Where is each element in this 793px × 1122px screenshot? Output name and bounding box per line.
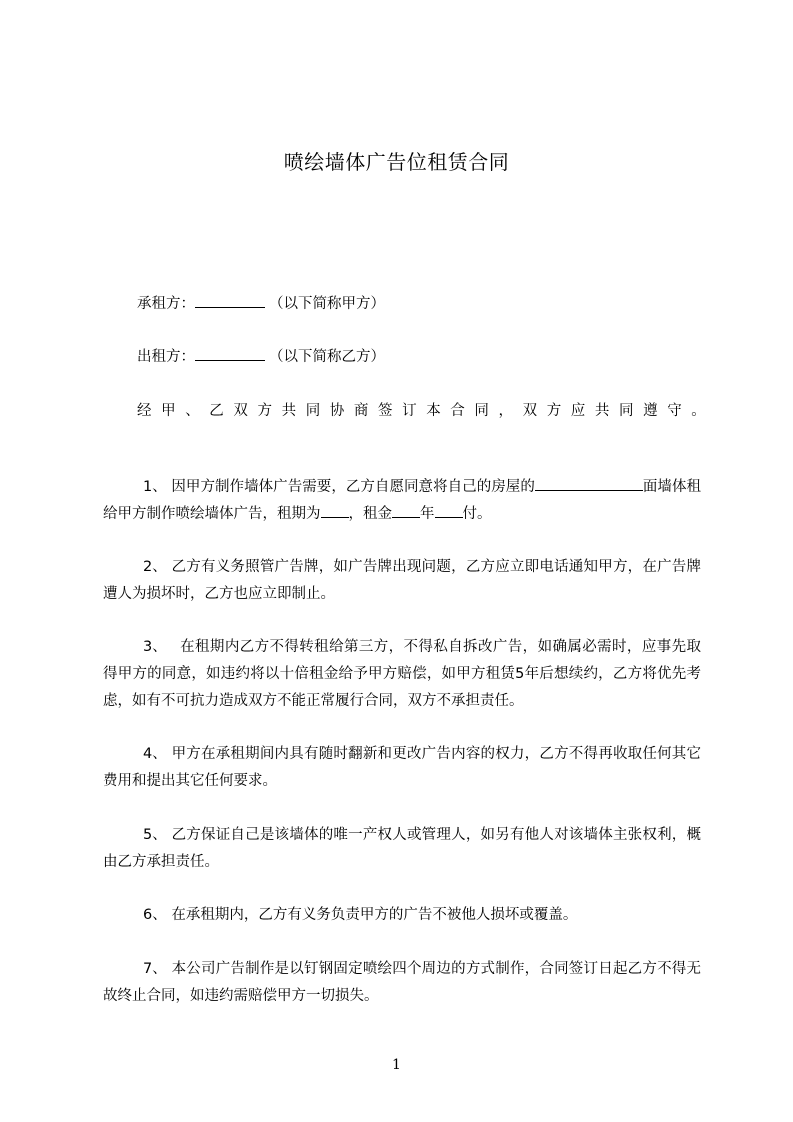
intro-text: 经甲、乙双方共同协商签订本合同，双方应共同遵守。 (137, 403, 716, 419)
clause-text: 在租期内乙方不得转租给第三方，不得私自拆改广告，如确属必需时，应事先取得甲方的同意，如违约将以十倍租金给予甲方赔偿，如甲方租赁5年后想续约，乙方将优先考虑，如有不可抗力造成双方不能正常履行合同，双方不承担责任。 (103, 639, 702, 709)
clause-1 (103, 474, 701, 528)
clause-3 (103, 634, 701, 715)
clause-text: 乙方保证自己是该墙体的唯一产权人或管理人，如另有他人对该墙体主张权利，概由乙方承担责任。 (103, 827, 702, 870)
clause-number: 3、 (143, 639, 167, 655)
lessor-label: 出租方： (137, 349, 195, 365)
blank-line (321, 503, 349, 518)
lessor-suffix: （以下简称乙方） (269, 349, 385, 365)
page-number: 1 (392, 1057, 401, 1073)
lessor-line (137, 345, 385, 366)
clause-number: 6、 (143, 907, 167, 923)
clause-text: 本公司广告制作是以钉钢固定喷绘四个周边的方式制作，合同签订日起乙方不得无故终止合同，如违约需赔偿甲方一切损失。 (103, 961, 702, 1004)
blank-line (535, 476, 643, 491)
clause-6 (103, 902, 701, 929)
clause-text: 因甲方制作墙体广告需要，乙方自愿同意将自己的房屋的 (171, 479, 535, 495)
clause-text: 面墙体租给甲方制作喷绘墙体广告，租期为 (103, 479, 702, 522)
clause-7 (103, 956, 701, 1010)
clause-text: 甲方在承租期间内具有随时翻新和更改广告内容的权力，乙方不得再收取任何其它费用和提出其它任何要求。 (103, 746, 702, 789)
blank-line (392, 503, 420, 518)
clause-text: 在承租期内，乙方有义务负责甲方的广告不被他人损坏或覆盖。 (171, 907, 578, 923)
clause-text: 年 (420, 506, 435, 522)
clause-number: 1、 (143, 479, 167, 495)
lessee-suffix: （以下简称甲方） (269, 296, 385, 312)
document-title: 喷绘墙体广告位租赁合同 (283, 150, 510, 174)
clause-text: ，租金 (348, 506, 392, 522)
lessee-label: 承租方： (137, 296, 195, 312)
lessee-line (137, 292, 385, 313)
clause-number: 4、 (143, 746, 167, 762)
clause-number: 5、 (143, 827, 167, 843)
clause-5 (103, 822, 701, 876)
lessor-blank (195, 346, 265, 361)
clause-2 (103, 554, 701, 608)
clause-number: 2、 (143, 559, 167, 575)
clause-text: 乙方有义务照管广告牌，如广告牌出现问题，乙方应立即电话通知甲方，在广告牌遭人为损坏时，乙方也应立即制止。 (103, 559, 702, 602)
clause-4 (103, 741, 701, 795)
clause-number: 7、 (143, 961, 167, 977)
lessee-blank (195, 293, 265, 308)
blank-line (435, 503, 463, 518)
clause-text: 付。 (462, 506, 492, 522)
